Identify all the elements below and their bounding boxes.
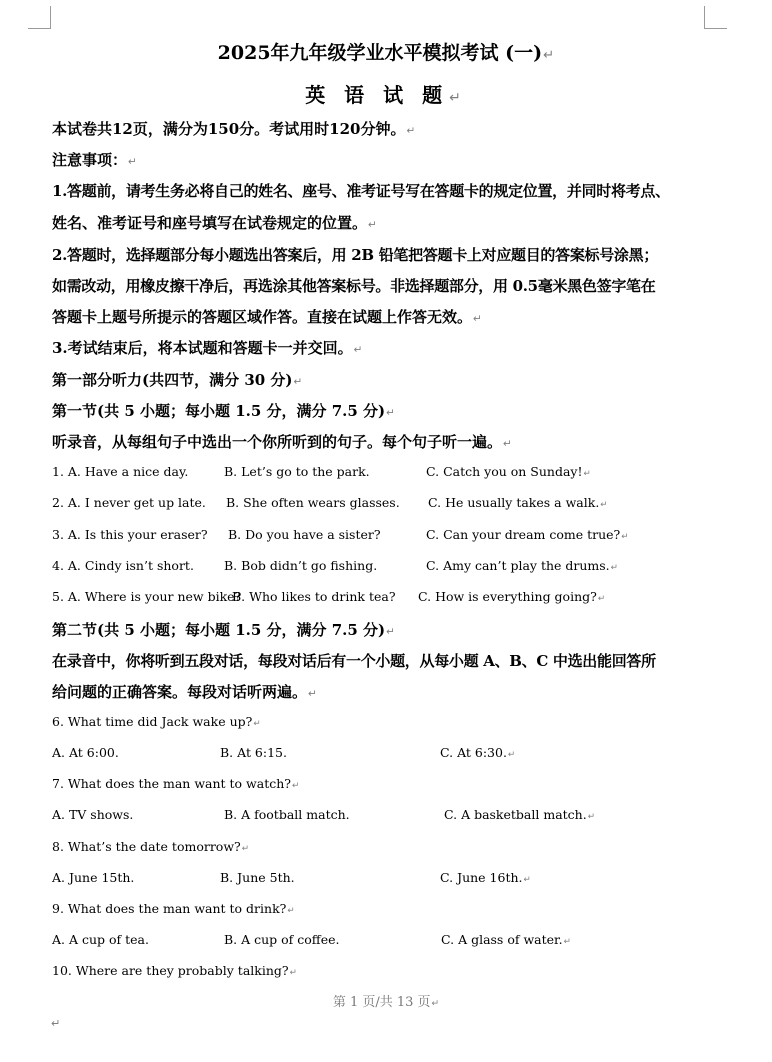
notice-line: 如需改动，用橡皮擦干净后，再选涂其他答案标号。非选择题部分，用 0.5毫米黑色签字笔在 — [52, 277, 656, 295]
option-a: A. June 15th. — [52, 870, 135, 885]
question-text: 9. What does the man want to drink?↵ — [52, 901, 295, 916]
paragraph-mark-icon: ↵ — [287, 906, 295, 916]
paragraph-mark-icon: ↵ — [128, 156, 137, 168]
paragraph-mark-icon: ↵ — [473, 313, 482, 325]
option-b: B. June 5th. — [220, 870, 295, 885]
paragraph-end-mark — [50, 1012, 60, 1031]
paragraph-mark-icon: ↵ — [308, 688, 317, 700]
crop-mark-top-left — [28, 6, 51, 29]
paragraph-mark-icon: ↵ — [406, 125, 416, 137]
option-a: 2. A. I never get up late. — [52, 495, 206, 510]
paragraph-mark-icon: ↵ — [587, 812, 596, 822]
option-c: C. Catch you on Sunday!↵ — [426, 464, 591, 479]
option-c: C. At 6:30.↵ — [440, 745, 516, 760]
paragraph-mark-icon: ↵ — [386, 407, 395, 419]
paragraph-mark-icon: ↵ — [523, 875, 531, 885]
paragraph-mark-icon: ↵ — [563, 937, 571, 947]
option-a: 1. A. Have a nice day. — [52, 464, 189, 479]
paragraph-mark-icon: ↵ — [621, 532, 629, 542]
option-c: C. Amy can’t play the drums.↵ — [426, 558, 618, 573]
paragraph-mark-icon: ↵ — [610, 563, 618, 573]
option-c: C. A basketball match.↵ — [444, 807, 596, 822]
paragraph-mark-icon: ↵ — [597, 594, 606, 604]
paragraph-mark-icon: ↵ — [543, 48, 555, 63]
option-b: B. Let’s go to the park. — [224, 464, 370, 479]
option-c: C. A glass of water.↵ — [441, 932, 571, 947]
paragraph-mark-icon: ↵ — [449, 90, 467, 106]
exam-title: 2025年九年级学业水平模拟考试 (一)↵ — [217, 42, 555, 64]
part1-heading: 第一部分听力(共四节，满分 30 分)↵ — [52, 371, 303, 389]
section2-instruction: 在录音中，你将听到五段对话，每段对话后有一个小题，从每小题 A、B、C 中选出能回答所 — [52, 652, 656, 670]
option-a: 3. A. Is this your eraser? — [52, 527, 208, 542]
option-b: B. Who likes to drink tea? — [232, 589, 396, 604]
notice-line: 答题卡上题号所提示的答题区域作答。直接在试题上作答无效。↵ — [52, 308, 482, 326]
option-b: B. At 6:15. — [220, 745, 287, 760]
option-a: A. A cup of tea. — [52, 932, 149, 947]
crop-mark-top-right — [704, 6, 727, 29]
paragraph-mark-icon: ↵ — [600, 500, 608, 510]
paragraph-mark-icon: ↵ — [51, 1017, 61, 1030]
paragraph-mark-icon: ↵ — [241, 844, 250, 854]
option-c: C. Can your dream come true?↵ — [426, 527, 629, 542]
paragraph-mark-icon: ↵ — [289, 968, 297, 978]
paragraph-mark-icon: ↵ — [368, 219, 377, 231]
option-b: B. A football match. — [224, 807, 350, 822]
section2-heading: 第二节(共 5 小题；每小题 1.5 分，满分 7.5 分)↵ — [52, 621, 395, 639]
section1-instruction: 听录音，从每组句子中选出一个你所听到的句子。每个句子听一遍。↵ — [52, 433, 512, 451]
paragraph-mark-icon: ↵ — [386, 626, 395, 638]
option-a: A. At 6:00. — [52, 745, 119, 760]
question-text: 10. Where are they probably talking?↵ — [52, 963, 297, 978]
notice-heading: 注意事项：↵ — [52, 151, 137, 169]
option-a: 5. A. Where is your new bike? — [52, 589, 242, 604]
paragraph-mark-icon: ↵ — [583, 469, 591, 479]
paragraph-mark-icon: ↵ — [353, 344, 363, 356]
option-c: C. He usually takes a walk.↵ — [428, 495, 608, 510]
option-b: B. A cup of coffee. — [224, 932, 340, 947]
notice-line: 姓名、准考证号和座号填写在试卷规定的位置。↵ — [52, 214, 377, 232]
section1-heading: 第一节(共 5 小题；每小题 1.5 分，满分 7.5 分)↵ — [52, 402, 395, 420]
option-c: C. How is everything going?↵ — [418, 589, 606, 604]
option-b: B. Bob didn’t go fishing. — [224, 558, 378, 573]
option-a: 4. A. Cindy isn’t short. — [52, 558, 194, 573]
notice-line: 1.答题前，请考生务必将自己的姓名、座号、准考证号写在答题卡的规定位置，并同时将考点、 — [52, 182, 670, 200]
section2-instruction: 给问题的正确答案。每段对话听两遍。↵ — [52, 683, 317, 701]
paragraph-mark-icon: ↵ — [431, 999, 440, 1009]
option-c: C. June 16th.↵ — [440, 870, 531, 885]
question-text: 6. What time did Jack wake up?↵ — [52, 714, 261, 729]
paragraph-mark-icon: ↵ — [253, 719, 261, 729]
paragraph-mark-icon: ↵ — [503, 438, 512, 450]
option-a: A. TV shows. — [52, 807, 134, 822]
paragraph-mark-icon: ↵ — [507, 750, 516, 760]
option-b: B. She often wears glasses. — [226, 495, 400, 510]
notice-line: 3.考试结束后，将本试题和答题卡一并交回。↵ — [52, 339, 363, 357]
option-b: B. Do you have a sister? — [228, 527, 381, 542]
exam-subtitle: 英 语 试 题↵ — [305, 83, 467, 107]
notice-line: 2.答题时，选择题部分每小题选出答案后，用 2B 铅笔把答题卡上对应题目的答案标号涂黑； — [52, 246, 659, 264]
question-text: 8. What’s the date tomorrow?↵ — [52, 839, 250, 854]
question-text: 7. What does the man want to watch?↵ — [52, 776, 300, 791]
paragraph-mark-icon: ↵ — [291, 781, 300, 791]
page-footer: 第 1 页/共 13 页↵ — [332, 995, 440, 1010]
paragraph-mark-icon: ↵ — [293, 376, 303, 388]
intro-text: 本试卷共12页，满分为150分。考试用时120分钟。↵ — [52, 120, 416, 138]
